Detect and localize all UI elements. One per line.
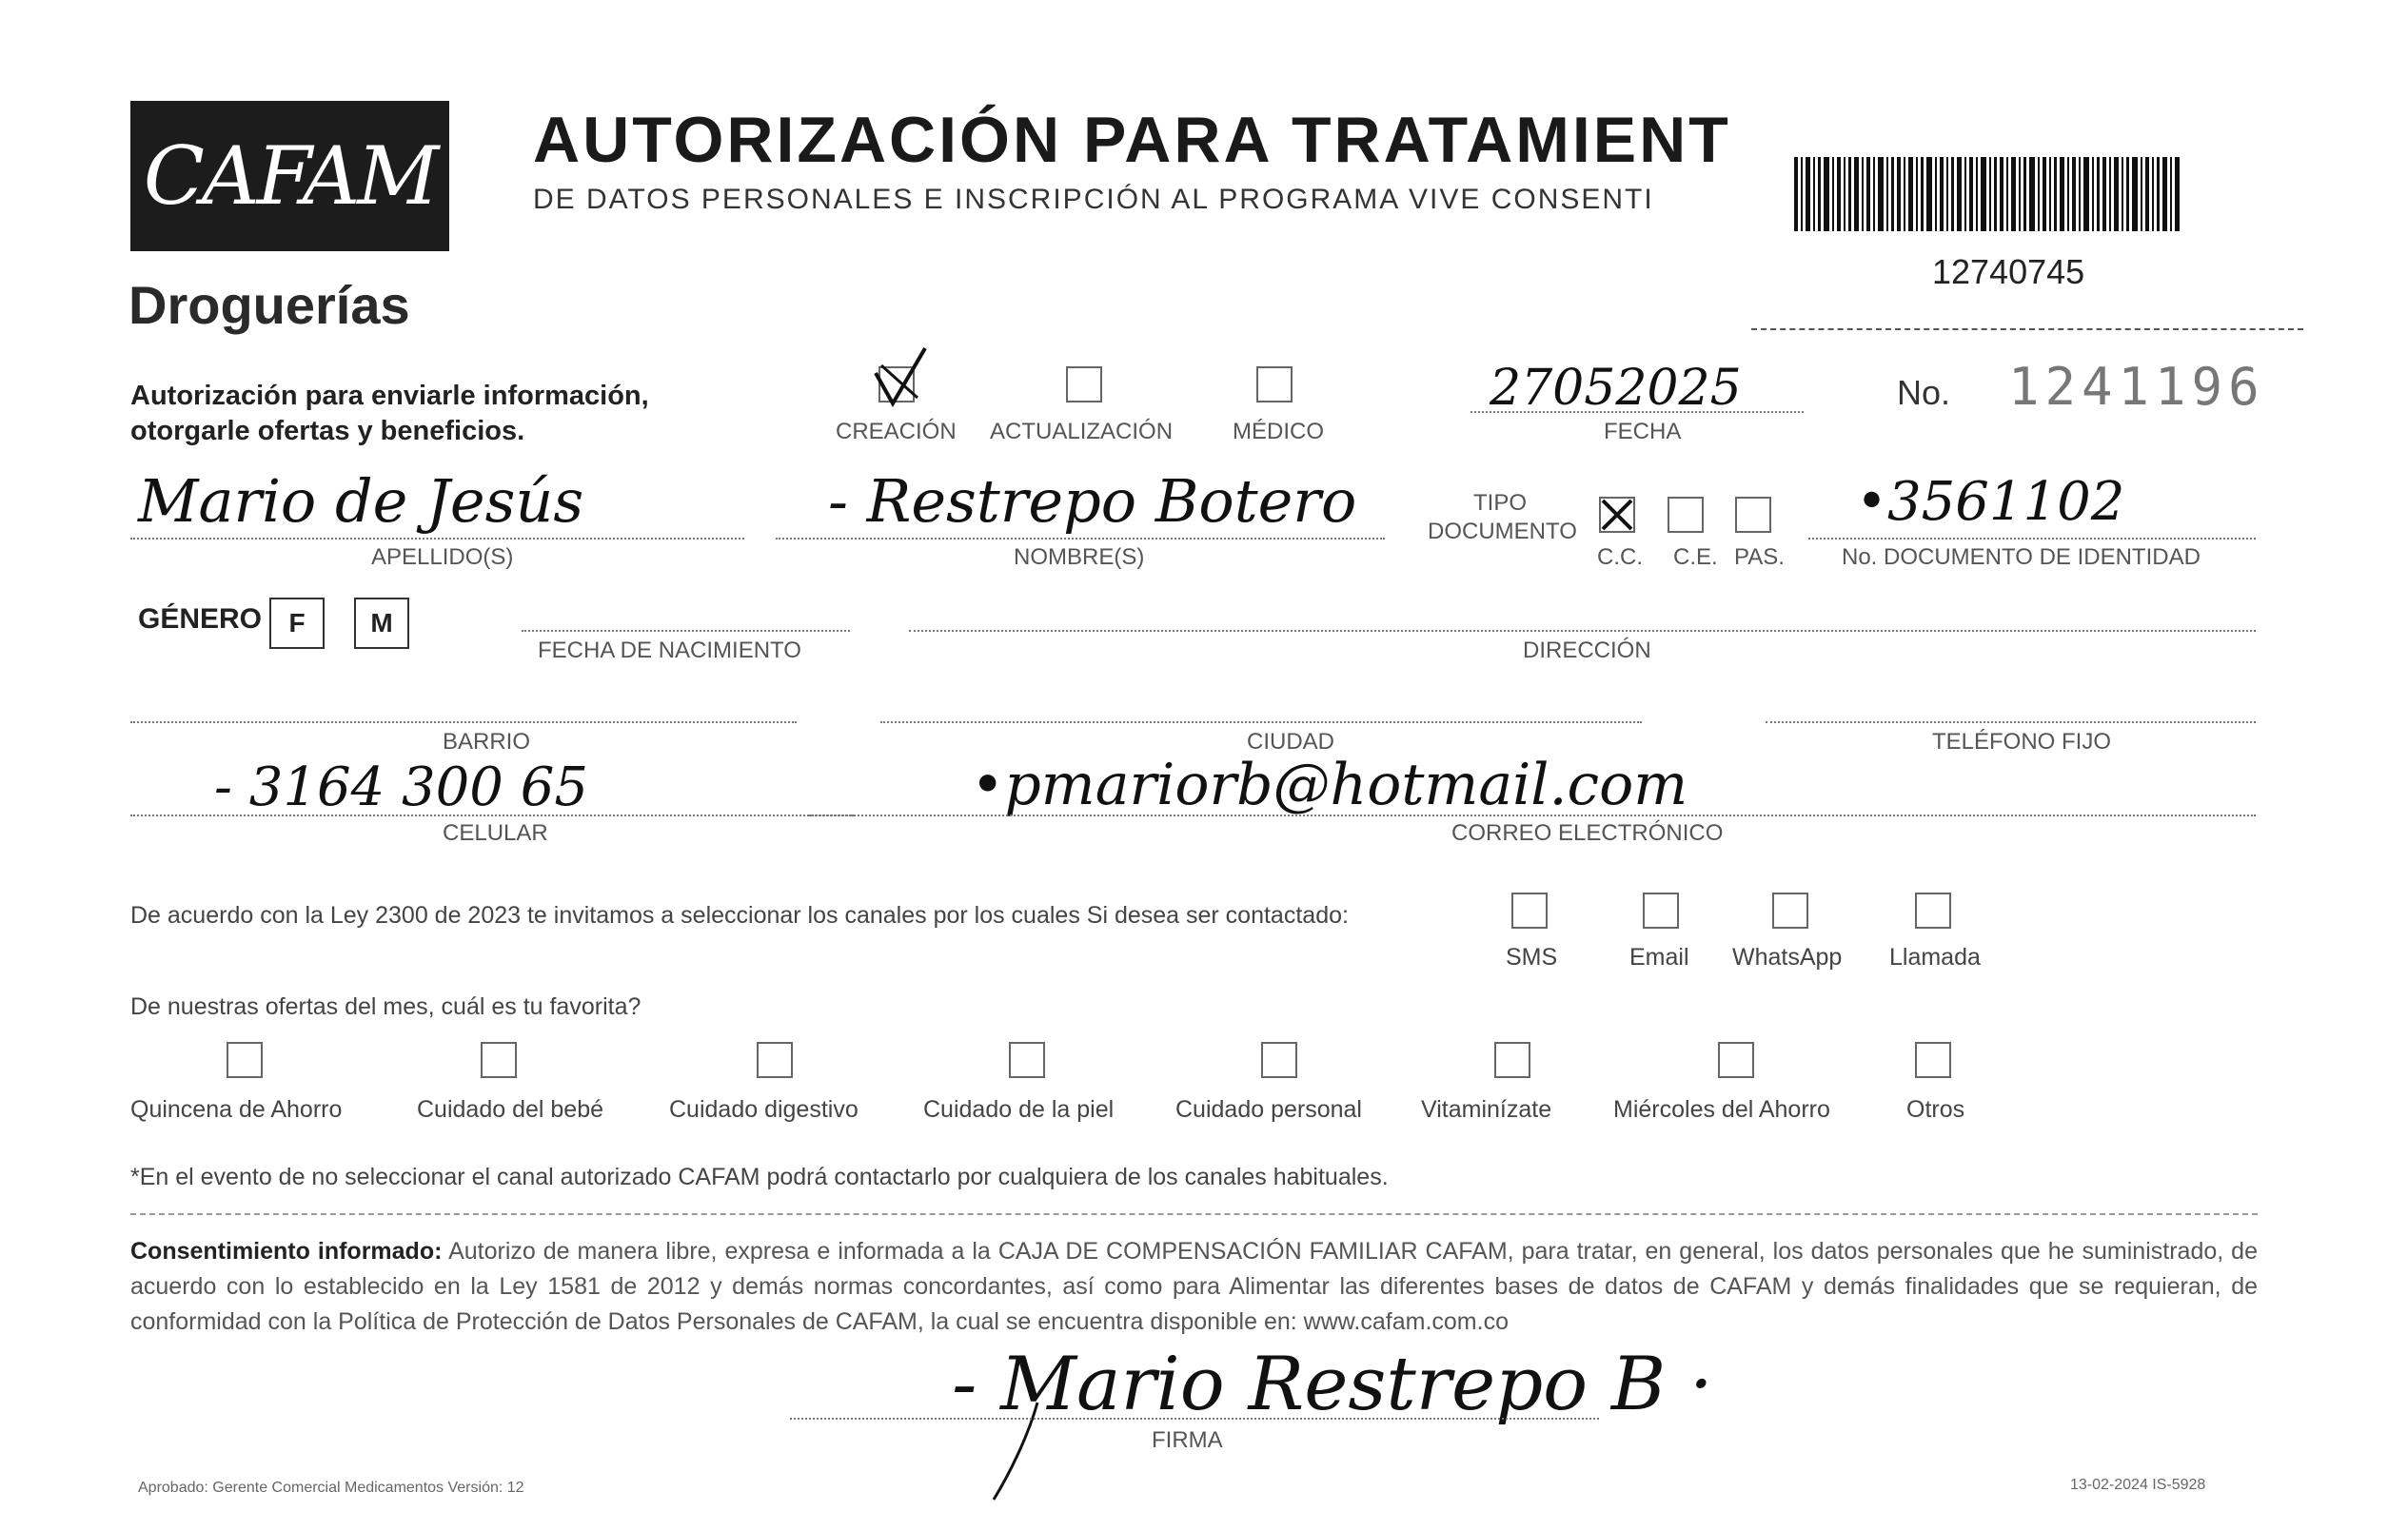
fecha-label: FECHA bbox=[1604, 419, 1682, 444]
doc-number-line bbox=[1808, 538, 2256, 540]
channel-note: *En el evento de no seleccionar el canal autorizado CAFAM podrá contactarlo por cualquiera de los canales habituales. bbox=[130, 1164, 1389, 1190]
offer-piel-checkbox[interactable] bbox=[1009, 1042, 1045, 1078]
celular-value: - 3164 300 65 bbox=[214, 756, 588, 818]
fecha-line bbox=[1470, 411, 1804, 413]
telefono-label: TELÉFONO FIJO bbox=[1932, 729, 2112, 755]
authorization-line-1: Autorización para enviarle información, bbox=[130, 381, 649, 411]
offer-quincena-label: Quincena de Ahorro bbox=[130, 1096, 343, 1123]
barcode-number: 12740745 bbox=[1932, 252, 2085, 291]
ce-checkbox[interactable] bbox=[1668, 497, 1704, 533]
llamada-label: Llamada bbox=[1889, 944, 1981, 971]
form-no-label: No. bbox=[1897, 373, 1951, 412]
document-title: AUTORIZACIÓN PARA TRATAMIENT bbox=[533, 104, 1731, 176]
medico-checkbox[interactable] bbox=[1256, 366, 1293, 402]
genero-f-checkbox[interactable] bbox=[269, 598, 325, 649]
offer-otros-label: Otros bbox=[1906, 1096, 1965, 1123]
signature-label: FIRMA bbox=[1152, 1427, 1223, 1453]
offer-vitaminizate-checkbox[interactable] bbox=[1494, 1042, 1530, 1078]
medico-label: MÉDICO bbox=[1233, 419, 1324, 444]
fecha-nacimiento-label: FECHA DE NACIMIENTO bbox=[538, 638, 801, 663]
offer-miercoles-checkbox[interactable] bbox=[1718, 1042, 1754, 1078]
ciudad-line bbox=[880, 721, 1642, 723]
footer-approval: Aprobado: Gerente Comercial Medicamentos Versión: 12 bbox=[138, 1480, 524, 1496]
barcode bbox=[1794, 157, 2180, 231]
sms-checkbox[interactable] bbox=[1511, 893, 1548, 929]
celular-line bbox=[130, 815, 854, 816]
signature-stroke bbox=[990, 1399, 1047, 1503]
genero-label: GÉNERO bbox=[138, 603, 263, 635]
form-no-value: 1241196 bbox=[2008, 357, 2265, 417]
email-label: Email bbox=[1629, 944, 1689, 971]
tipo-doc-label-1: TIPO bbox=[1473, 490, 1528, 516]
offer-miercoles-label: Miércoles del Ahorro bbox=[1613, 1096, 1830, 1123]
correo-line bbox=[809, 815, 2256, 816]
barrio-label: BARRIO bbox=[443, 729, 531, 755]
channels-prompt: De acuerdo con la Ley 2300 de 2023 te invitamos a seleccionar los canales por los cuales Si desea ser contactado: bbox=[130, 902, 1349, 929]
whatsapp-checkbox[interactable] bbox=[1772, 893, 1808, 929]
actualizacion-checkbox[interactable] bbox=[1066, 366, 1102, 402]
nombres-value: - Restrepo Botero bbox=[828, 466, 1357, 536]
whatsapp-label: WhatsApp bbox=[1732, 944, 1843, 971]
offer-bebe-label: Cuidado del bebé bbox=[417, 1096, 603, 1123]
nombres-line bbox=[776, 538, 1385, 540]
fecha-nacimiento-line bbox=[522, 630, 850, 632]
authorization-line-2: otorgarle ofertas y beneficios. bbox=[130, 416, 525, 446]
consent-body: Autorizo de manera libre, expresa e informada a la CAJA DE COMPENSACIÓN FAMILIAR CAFAM, para tratar, en general, los datos personales que he suministrado, de acuerdo con lo establecido en la Ley 1581 de 2012 y demás normas concordantes, así como para Alimentar las diferentes bases de datos de CAFAM y demás finalidades que se requieran, de conformidad con la Política de Protección de Datos Personales de CAFAM, la cual se encuentra disponible en: www.cafam.com.co bbox=[130, 1238, 2258, 1335]
nombres-label: NOMBRE(S) bbox=[1014, 544, 1145, 570]
apellidos-label: APELLIDO(S) bbox=[371, 544, 514, 570]
tipo-doc-label-2: DOCUMENTO bbox=[1428, 519, 1577, 544]
header-divider bbox=[1751, 328, 2303, 330]
brand-subtitle: Droguerías bbox=[128, 275, 410, 335]
authorization-text bbox=[130, 379, 649, 449]
offer-digestivo-label: Cuidado digestivo bbox=[669, 1096, 859, 1123]
cc-label: C.C. bbox=[1597, 544, 1643, 570]
creacion-label: CREACIÓN bbox=[836, 419, 957, 444]
offer-otros-checkbox[interactable] bbox=[1915, 1042, 1951, 1078]
ciudad-label: CIUDAD bbox=[1247, 729, 1335, 755]
barrio-line bbox=[130, 721, 797, 723]
pas-label: PAS. bbox=[1734, 544, 1785, 570]
fecha-value: 27052025 bbox=[1490, 360, 1742, 417]
logo-text: CAFAM bbox=[143, 129, 437, 223]
offer-bebe-checkbox[interactable] bbox=[481, 1042, 517, 1078]
genero-f-label: F bbox=[288, 608, 306, 638]
email-checkbox[interactable] bbox=[1643, 893, 1679, 929]
offer-digestivo-checkbox[interactable] bbox=[757, 1042, 793, 1078]
note-divider bbox=[130, 1213, 2258, 1215]
genero-m-label: M bbox=[370, 608, 393, 638]
offer-quincena-checkbox[interactable] bbox=[227, 1042, 263, 1078]
footer-code: 13-02-2024 IS-5928 bbox=[2070, 1477, 2206, 1493]
consent-heading: Consentimiento informado: bbox=[130, 1238, 443, 1265]
cafam-logo bbox=[130, 101, 449, 251]
genero-m-checkbox[interactable] bbox=[354, 598, 409, 649]
signature-line bbox=[790, 1418, 1599, 1420]
actualizacion-label: ACTUALIZACIÓN bbox=[990, 419, 1174, 444]
doc-number-value: •3561102 bbox=[1856, 471, 2125, 533]
correo-value: •pmariorb@hotmail.com bbox=[971, 752, 1688, 818]
sms-label: SMS bbox=[1506, 944, 1558, 971]
celular-label: CELULAR bbox=[443, 820, 548, 846]
x-mark-icon bbox=[1601, 499, 1633, 531]
telefono-line bbox=[1766, 721, 2256, 723]
offer-vitaminizate-label: Vitaminízate bbox=[1421, 1096, 1552, 1123]
correo-label: CORREO ELECTRÓNICO bbox=[1451, 820, 1724, 846]
check-mark-icon bbox=[868, 344, 931, 411]
pas-checkbox[interactable] bbox=[1735, 497, 1771, 533]
signature-value: - Mario Restrepo B · bbox=[952, 1342, 1713, 1427]
apellidos-line bbox=[130, 538, 744, 540]
consent-paragraph bbox=[130, 1234, 2258, 1340]
direccion-label: DIRECCIÓN bbox=[1523, 638, 1651, 663]
offers-prompt: De nuestras ofertas del mes, cuál es tu favorita? bbox=[130, 993, 641, 1020]
offer-piel-label: Cuidado de la piel bbox=[923, 1096, 1115, 1123]
ce-label: C.E. bbox=[1673, 544, 1718, 570]
direccion-line bbox=[909, 630, 2256, 632]
document-subtitle: DE DATOS PERSONALES E INSCRIPCIÓN AL PROGRAMA VIVE CONSENTI bbox=[533, 184, 1654, 215]
llamada-checkbox[interactable] bbox=[1915, 893, 1951, 929]
apellidos-value: Mario de Jesús bbox=[138, 466, 584, 536]
offer-personal-label: Cuidado personal bbox=[1175, 1096, 1362, 1123]
doc-number-label: No. DOCUMENTO DE IDENTIDAD bbox=[1842, 544, 2201, 570]
offer-personal-checkbox[interactable] bbox=[1261, 1042, 1297, 1078]
